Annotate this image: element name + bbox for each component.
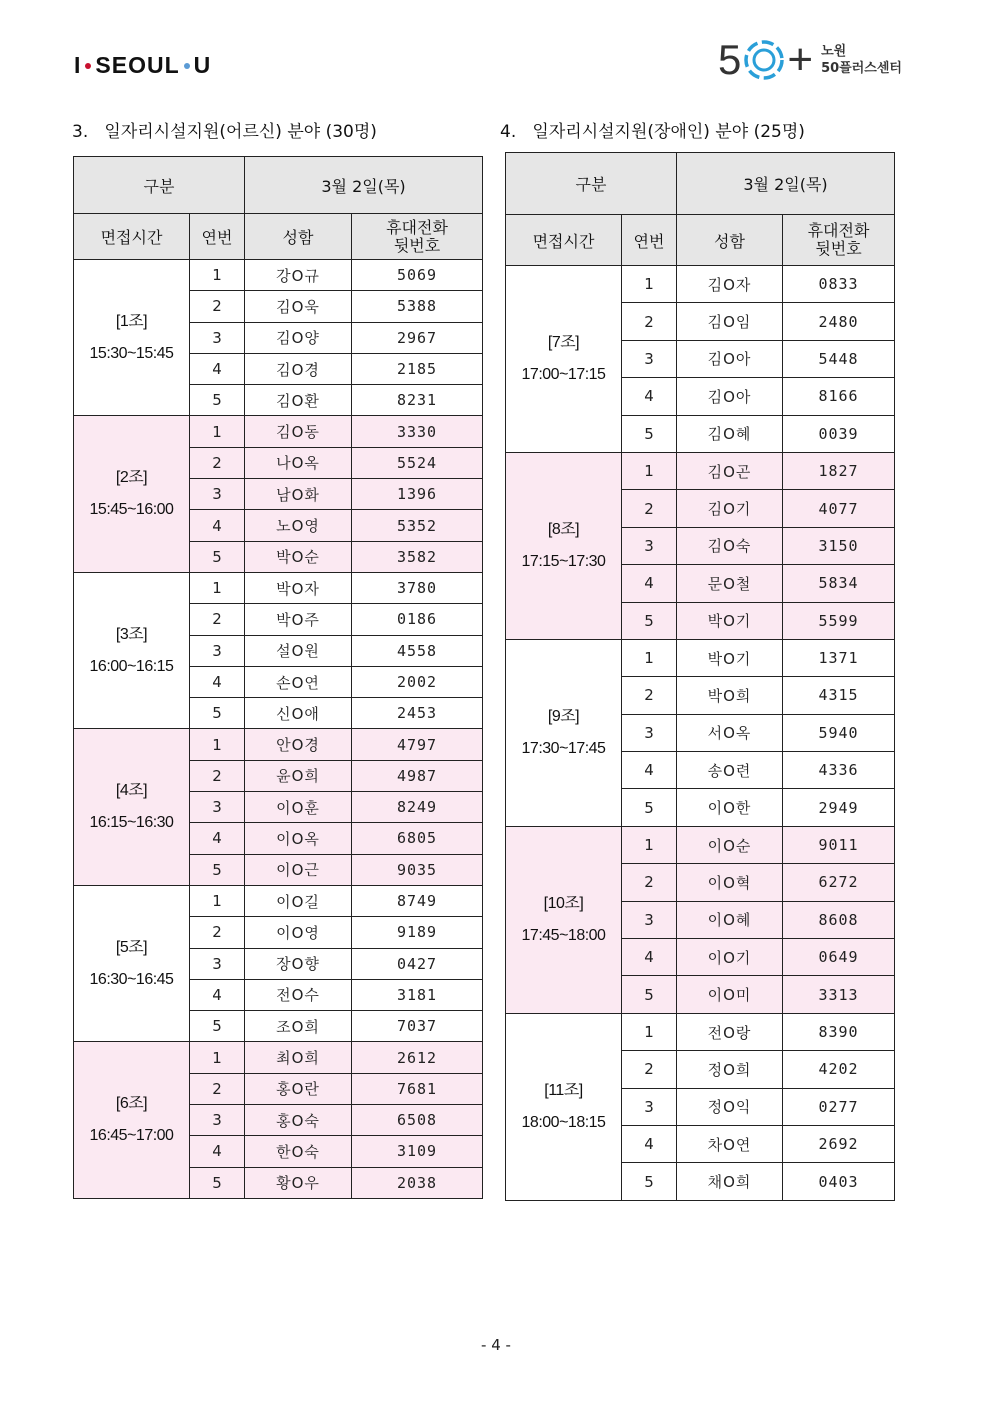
phone-last-digits: 2967 (352, 322, 483, 353)
group-label: [10조] (543, 894, 584, 912)
participant-name: 이O미 (677, 976, 783, 1013)
phone-last-digits: 8249 (352, 792, 483, 823)
participant-name: 정O익 (677, 1088, 783, 1125)
participant-name: 김O기 (677, 490, 783, 527)
table-row (74, 260, 483, 291)
group-time: 15:45~16:00 (89, 501, 174, 519)
participant-name: 이O순 (677, 826, 783, 863)
group-label: [2조] (115, 469, 148, 487)
phone-last-digits: 0403 (783, 1163, 895, 1200)
participant-name: 김O양 (245, 322, 352, 353)
participant-name: 김O경 (245, 353, 352, 384)
row-number: 5 (190, 698, 245, 729)
row-number: 3 (622, 340, 677, 377)
row-number: 2 (190, 291, 245, 322)
row-number: 5 (190, 541, 245, 572)
phone-last-digits: 2453 (352, 698, 483, 729)
row-number: 4 (190, 353, 245, 384)
row-number: 2 (622, 1051, 677, 1088)
row-number: 2 (190, 604, 245, 635)
logo-plus: + (787, 35, 814, 84)
phone-last-digits: 4987 (352, 760, 483, 791)
row-number: 1 (190, 885, 245, 916)
phone-last-digits: 3330 (352, 416, 483, 447)
row-number: 3 (622, 901, 677, 938)
participant-name: 한O숙 (245, 1136, 352, 1167)
phone-last-digits: 0277 (783, 1088, 895, 1125)
phone-last-digits: 3109 (352, 1136, 483, 1167)
section-title-elderly: 3. 일자리시설지원(어르신) 분야 (30명) (72, 122, 377, 142)
row-number: 4 (622, 565, 677, 602)
table-row (74, 1042, 483, 1073)
phone-last-digits: 3582 (352, 541, 483, 572)
row-number: 4 (190, 1136, 245, 1167)
group-time: 17:30~17:45 (521, 739, 606, 757)
group-cell (74, 1042, 190, 1198)
logo-text-seoul: SEOUL (95, 52, 180, 78)
group-cell (506, 1013, 622, 1200)
phone-last-digits: 2002 (352, 666, 483, 697)
row-number: 4 (190, 823, 245, 854)
phone-last-digits: 2038 (352, 1167, 483, 1198)
row-number: 1 (622, 826, 677, 863)
group-time: 16:00~16:15 (89, 657, 174, 675)
phone-last-digits: 3313 (783, 976, 895, 1013)
group-label: [11조] (544, 1081, 583, 1099)
phone-last-digits: 0427 (352, 948, 483, 979)
row-number: 1 (190, 260, 245, 291)
participant-name: 이O근 (245, 854, 352, 885)
phone-last-digits: 8749 (352, 885, 483, 916)
phone-last-digits: 8608 (783, 901, 895, 938)
row-number: 1 (622, 452, 677, 489)
row-number: 5 (190, 854, 245, 885)
participant-name: 이O영 (245, 917, 352, 948)
page-number: - 4 - (481, 1336, 511, 1354)
row-number: 4 (622, 1125, 677, 1162)
phone-last-digits: 6508 (352, 1105, 483, 1136)
row-number: 5 (190, 385, 245, 416)
phone-last-digits: 4336 (783, 752, 895, 789)
table-row (506, 266, 895, 303)
participant-name: 김O아 (677, 340, 783, 377)
phone-last-digits: 5352 (352, 510, 483, 541)
group-cell (74, 572, 190, 728)
row-number: 2 (190, 917, 245, 948)
phone-last-digits: 5599 (783, 602, 895, 639)
phone-last-digits: 5834 (783, 565, 895, 602)
row-number: 2 (190, 1073, 245, 1104)
phone-last-digits: 5524 (352, 447, 483, 478)
col-number: 연번 (622, 215, 677, 266)
col-phone-line1: 휴대전화 (807, 221, 870, 240)
phone-last-digits: 9189 (352, 917, 483, 948)
logo-red-dot (85, 63, 91, 69)
participant-name: 정O희 (677, 1051, 783, 1088)
row-number: 3 (622, 714, 677, 751)
participant-name: 김O임 (677, 303, 783, 340)
row-number: 5 (622, 976, 677, 1013)
row-number: 5 (190, 1167, 245, 1198)
row-number: 5 (622, 789, 677, 826)
table-row (74, 729, 483, 760)
participant-name: 이O길 (245, 885, 352, 916)
row-number: 3 (190, 948, 245, 979)
participant-name: 홍O란 (245, 1073, 352, 1104)
participant-name: 박O기 (677, 602, 783, 639)
logo-label-line2: 50플러스센터 (821, 61, 902, 76)
participant-name: 박O순 (245, 541, 352, 572)
logo-text-u: U (193, 52, 212, 78)
phone-last-digits: 2612 (352, 1042, 483, 1073)
row-number: 5 (190, 1011, 245, 1042)
row-number: 1 (622, 639, 677, 676)
col-phone-line2: 뒷번호 (393, 235, 441, 255)
row-number: 2 (622, 490, 677, 527)
phone-last-digits: 6805 (352, 823, 483, 854)
phone-last-digits: 7037 (352, 1011, 483, 1042)
group-cell (506, 452, 622, 639)
participant-name: 조O희 (245, 1011, 352, 1042)
participant-name: 문O철 (677, 565, 783, 602)
phone-last-digits: 9011 (783, 826, 895, 863)
row-number: 1 (190, 416, 245, 447)
phone-last-digits: 1371 (783, 639, 895, 676)
participant-name: 이O옥 (245, 823, 352, 854)
i-seoul-u-logo (74, 52, 211, 79)
participant-name: 김O환 (245, 385, 352, 416)
row-number: 3 (190, 1105, 245, 1136)
logo-label-line1: 노원 (821, 44, 847, 59)
group-time: 17:15~17:30 (521, 552, 606, 570)
row-number: 5 (622, 602, 677, 639)
group-label: [6조] (115, 1095, 148, 1113)
participant-name: 김O숙 (677, 527, 783, 564)
row-number: 2 (622, 864, 677, 901)
participant-name: 이O기 (677, 939, 783, 976)
participant-name: 차O연 (677, 1125, 783, 1162)
group-cell (506, 266, 622, 453)
row-number: 4 (622, 378, 677, 415)
col-name: 성함 (245, 214, 352, 260)
participant-name: 이O한 (677, 789, 783, 826)
logo-label (821, 43, 902, 77)
row-number: 3 (190, 635, 245, 666)
phone-last-digits: 7681 (352, 1073, 483, 1104)
participant-name: 남O화 (245, 479, 352, 510)
group-time: 16:30~16:45 (89, 970, 174, 988)
header-date: 3월 2일(목) (677, 153, 895, 215)
table-row (74, 572, 483, 603)
phone-last-digits: 4202 (783, 1051, 895, 1088)
table-row (506, 1013, 895, 1050)
col-phone (352, 214, 483, 260)
participant-name: 손O연 (245, 666, 352, 697)
participant-name: 김O혜 (677, 415, 783, 452)
phone-last-digits: 4797 (352, 729, 483, 760)
phone-last-digits: 8390 (783, 1013, 895, 1050)
group-cell (74, 260, 190, 416)
group-cell (506, 639, 622, 826)
group-time: 16:15~16:30 (89, 814, 174, 832)
row-number: 3 (190, 479, 245, 510)
row-number: 5 (622, 1163, 677, 1200)
col-phone-line1: 휴대전화 (386, 217, 448, 237)
phone-last-digits: 3150 (783, 527, 895, 564)
col-phone-line2: 뒷번호 (815, 239, 862, 258)
participant-name: 나O옥 (245, 447, 352, 478)
header-category: 구분 (506, 153, 677, 215)
group-cell (74, 885, 190, 1041)
group-time: 18:00~18:15 (521, 1113, 606, 1131)
row-number: 4 (190, 510, 245, 541)
group-cell (74, 729, 190, 885)
phone-last-digits: 1827 (783, 452, 895, 489)
table-row (506, 826, 895, 863)
group-time: 17:00~17:15 (521, 365, 606, 383)
participant-name: 전O수 (245, 979, 352, 1010)
group-label: [3조] (115, 625, 148, 643)
phone-last-digits: 4315 (783, 677, 895, 714)
phone-last-digits: 4077 (783, 490, 895, 527)
col-interview-time: 면접시간 (506, 215, 622, 266)
group-label: [7조] (547, 333, 580, 351)
table-row (74, 885, 483, 916)
group-label: [9조] (547, 707, 580, 725)
table-row (74, 416, 483, 447)
participant-name: 김O아 (677, 378, 783, 415)
participant-name: 박O희 (677, 677, 783, 714)
col-interview-time: 면접시간 (74, 214, 190, 260)
participant-name: 신O애 (245, 698, 352, 729)
phone-last-digits: 4558 (352, 635, 483, 666)
phone-last-digits: 8166 (783, 378, 895, 415)
col-name: 성함 (677, 215, 783, 266)
row-number: 3 (622, 527, 677, 564)
row-number: 1 (190, 572, 245, 603)
participant-name: 서O옥 (677, 714, 783, 751)
col-phone (783, 215, 895, 266)
participant-name: 이O혁 (677, 864, 783, 901)
participant-name: 박O주 (245, 604, 352, 635)
target-ring-icon (743, 39, 785, 81)
row-number: 2 (190, 447, 245, 478)
participant-name: 박O자 (245, 572, 352, 603)
group-cell (74, 416, 190, 572)
phone-last-digits: 3780 (352, 572, 483, 603)
row-number: 1 (622, 1013, 677, 1050)
phone-last-digits: 2480 (783, 303, 895, 340)
row-number: 5 (622, 415, 677, 452)
participant-name: 김O욱 (245, 291, 352, 322)
participant-name: 박O기 (677, 639, 783, 676)
phone-last-digits: 0186 (352, 604, 483, 635)
phone-last-digits: 5388 (352, 291, 483, 322)
participant-name: 김O동 (245, 416, 352, 447)
logo-blue-dot (184, 63, 190, 69)
row-number: 3 (190, 792, 245, 823)
phone-last-digits: 6272 (783, 864, 895, 901)
participant-name: 이O훈 (245, 792, 352, 823)
header-category: 구분 (74, 157, 245, 214)
group-label: [4조] (115, 782, 148, 800)
phone-last-digits: 5448 (783, 340, 895, 377)
row-number: 2 (190, 760, 245, 791)
group-time: 17:45~18:00 (521, 926, 606, 944)
phone-last-digits: 1396 (352, 479, 483, 510)
group-cell (506, 826, 622, 1013)
row-number: 1 (190, 729, 245, 760)
header-date: 3월 2일(목) (245, 157, 483, 214)
phone-last-digits: 2185 (352, 353, 483, 384)
participant-name: 전O랑 (677, 1013, 783, 1050)
row-number: 3 (190, 322, 245, 353)
participant-name: 채O희 (677, 1163, 783, 1200)
table-row (506, 452, 895, 489)
participant-name: 장O향 (245, 948, 352, 979)
participant-name: 윤O희 (245, 760, 352, 791)
row-number: 2 (622, 677, 677, 714)
row-number: 4 (622, 752, 677, 789)
row-number: 4 (190, 666, 245, 697)
row-number: 1 (190, 1042, 245, 1073)
row-number: 2 (622, 303, 677, 340)
row-number: 1 (622, 266, 677, 303)
group-label: [5조] (115, 938, 148, 956)
phone-last-digits: 8231 (352, 385, 483, 416)
phone-last-digits: 5069 (352, 260, 483, 291)
participant-name: 김O자 (677, 266, 783, 303)
logo-number: 5 (718, 36, 742, 83)
group-label: [8조] (547, 520, 580, 538)
schedule-table-disabled (505, 152, 895, 1201)
participant-name: 강O규 (245, 260, 352, 291)
participant-name: 설O원 (245, 635, 352, 666)
row-number: 4 (622, 939, 677, 976)
participant-name: 송O련 (677, 752, 783, 789)
participant-name: 김O곤 (677, 452, 783, 489)
phone-last-digits: 9035 (352, 854, 483, 885)
nowon-50plus-logo (718, 35, 902, 84)
participant-name: 황O우 (245, 1167, 352, 1198)
phone-last-digits: 0649 (783, 939, 895, 976)
row-number: 4 (190, 979, 245, 1010)
phone-last-digits: 2692 (783, 1125, 895, 1162)
phone-last-digits: 5940 (783, 714, 895, 751)
table-row (506, 639, 895, 676)
phone-last-digits: 3181 (352, 979, 483, 1010)
group-time: 16:45~17:00 (89, 1127, 174, 1145)
logo-text-i: I (74, 52, 82, 78)
participant-name: 노O영 (245, 510, 352, 541)
participant-name: 홍O숙 (245, 1105, 352, 1136)
schedule-table-elderly (73, 156, 483, 1199)
phone-last-digits: 0039 (783, 415, 895, 452)
phone-last-digits: 0833 (783, 266, 895, 303)
phone-last-digits: 2949 (783, 789, 895, 826)
row-number: 3 (622, 1088, 677, 1125)
col-number: 연번 (190, 214, 245, 260)
participant-name: 최O희 (245, 1042, 352, 1073)
group-time: 15:30~15:45 (89, 344, 174, 362)
group-label: [1조] (115, 312, 148, 330)
participant-name: 안O경 (245, 729, 352, 760)
participant-name: 이O혜 (677, 901, 783, 938)
section-title-disabled: 4. 일자리시설지원(장애인) 분야 (25명) (500, 122, 805, 142)
